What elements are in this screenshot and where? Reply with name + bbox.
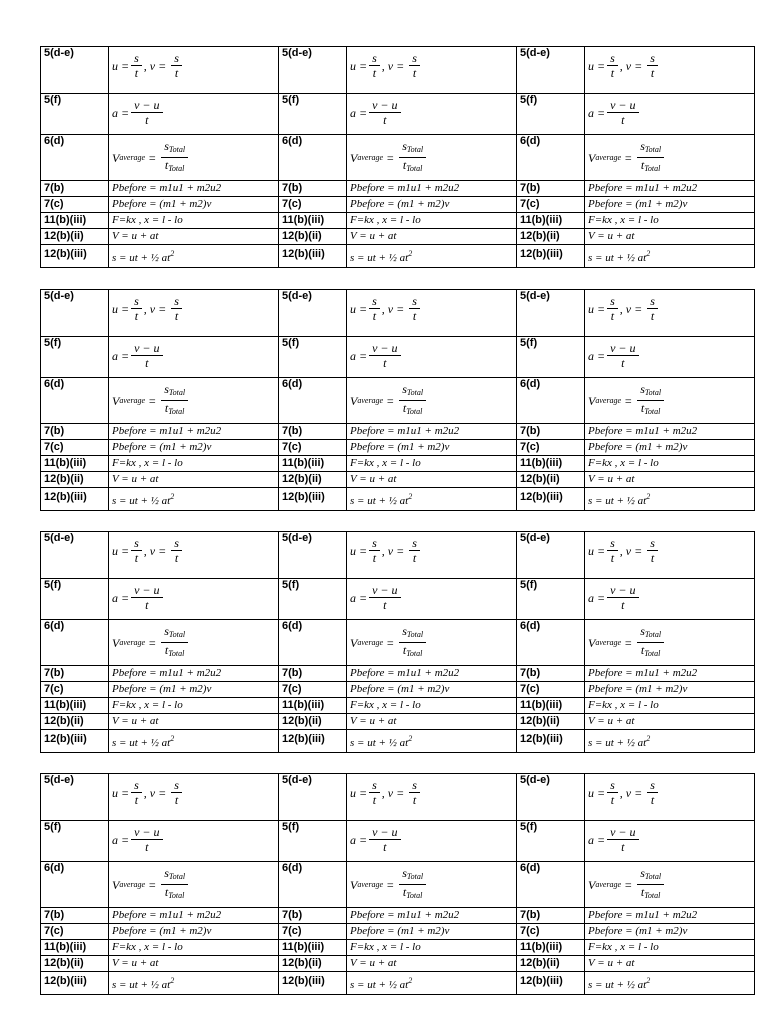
vel-formula: V = u + at: [109, 714, 279, 730]
vel-label: 12(b)(ii): [41, 229, 109, 245]
spring-label: 11(b)(iii): [41, 698, 109, 714]
speed-label: 5(d-e): [517, 532, 585, 579]
vel-label: 12(b)(ii): [41, 956, 109, 972]
mom2-formula: Pbefore = (m1 + m2)v: [585, 197, 755, 213]
speed-formula: u = $\frac{s}{t}$ , v = $\frac{s}{t}$: [347, 290, 517, 337]
mom2-formula: Pbefore = (m1 + m2)v: [585, 440, 755, 456]
mom1-formula: Pbefore = m1u1 + m2u2: [109, 666, 279, 682]
mom1-formula: Pbefore = m1u1 + m2u2: [585, 908, 755, 924]
disp-formula: s = ut + ½ $at^2$: [109, 972, 279, 995]
spring-formula: F=kx , x = l - lo: [109, 698, 279, 714]
row-velocity: [41, 714, 755, 730]
mom2-label: 7(c): [279, 440, 347, 456]
vel-formula: V = u + at: [585, 472, 755, 488]
mom2-label: 7(c): [41, 682, 109, 698]
speed-label: 5(d-e): [41, 774, 109, 821]
mom1-label: 7(b): [517, 908, 585, 924]
disp-label: 12(b)(iii): [517, 488, 585, 511]
disp-label: 12(b)(iii): [41, 488, 109, 511]
row-speed: [41, 47, 755, 94]
accel-formula: a = $\frac{v - u}{t}$: [585, 94, 755, 135]
disp-label: 12(b)(iii): [279, 245, 347, 268]
accel-formula: a = $\frac{v - u}{t}$: [585, 337, 755, 378]
accel-label: 5(f): [279, 337, 347, 378]
vel-label: 12(b)(ii): [279, 229, 347, 245]
vel-label: 12(b)(ii): [41, 472, 109, 488]
row-momentum-combined: [41, 440, 755, 456]
spring-label: 11(b)(iii): [41, 940, 109, 956]
speed-label: 5(d-e): [41, 290, 109, 337]
avg-formula: V average = $\frac{s_{Total}}{t_{Total}}$: [109, 862, 279, 908]
mom2-label: 7(c): [41, 197, 109, 213]
vel-formula: V = u + at: [585, 714, 755, 730]
disp-formula: s = ut + ½ $at^2$: [347, 488, 517, 511]
row-displacement: [41, 488, 755, 511]
disp-label: 12(b)(iii): [41, 245, 109, 268]
avg-formula: V average = $\frac{s_{Total}}{t_{Total}}$: [109, 135, 279, 181]
row-acceleration: [41, 821, 755, 862]
row-momentum-combined: [41, 197, 755, 213]
accel-formula: a = $\frac{v - u}{t}$: [585, 821, 755, 862]
accel-formula: a = $\frac{v - u}{t}$: [109, 337, 279, 378]
mom2-formula: Pbefore = (m1 + m2)v: [347, 682, 517, 698]
avg-label: 6(d): [41, 378, 109, 424]
mom2-label: 7(c): [279, 924, 347, 940]
vel-label: 12(b)(ii): [517, 229, 585, 245]
row-acceleration: [41, 94, 755, 135]
accel-formula: a = $\frac{v - u}{t}$: [109, 821, 279, 862]
accel-formula: a = $\frac{v - u}{t}$: [347, 337, 517, 378]
row-displacement: [41, 730, 755, 753]
avg-formula: V average = $\frac{s_{Total}}{t_{Total}}$: [347, 135, 517, 181]
disp-label: 12(b)(iii): [517, 972, 585, 995]
avg-label: 6(d): [517, 620, 585, 666]
vel-label: 12(b)(ii): [279, 714, 347, 730]
speed-label: 5(d-e): [41, 47, 109, 94]
row-momentum-before: [41, 424, 755, 440]
avg-formula: V average = $\frac{s_{Total}}{t_{Total}}$: [585, 378, 755, 424]
spring-formula: F=kx , x = l - lo: [347, 940, 517, 956]
mom1-formula: Pbefore = m1u1 + m2u2: [585, 181, 755, 197]
mom2-label: 7(c): [517, 440, 585, 456]
row-average-velocity: [41, 378, 755, 424]
disp-label: 12(b)(iii): [517, 730, 585, 753]
accel-label: 5(f): [517, 821, 585, 862]
vel-formula: V = u + at: [585, 229, 755, 245]
mom1-formula: Pbefore = m1u1 + m2u2: [585, 424, 755, 440]
mom1-formula: Pbefore = m1u1 + m2u2: [109, 181, 279, 197]
mom2-label: 7(c): [517, 197, 585, 213]
formula-block-3: [40, 531, 755, 753]
mom2-label: 7(c): [279, 682, 347, 698]
vel-label: 12(b)(ii): [279, 472, 347, 488]
row-average-velocity: [41, 135, 755, 181]
avg-label: 6(d): [517, 378, 585, 424]
spring-label: 11(b)(iii): [279, 940, 347, 956]
mom2-formula: Pbefore = (m1 + m2)v: [109, 682, 279, 698]
avg-label: 6(d): [517, 135, 585, 181]
speed-formula: u = $\frac{s}{t}$ , v = $\frac{s}{t}$: [585, 774, 755, 821]
mom1-label: 7(b): [517, 666, 585, 682]
speed-label: 5(d-e): [279, 532, 347, 579]
speed-label: 5(d-e): [517, 774, 585, 821]
accel-label: 5(f): [41, 94, 109, 135]
avg-label: 6(d): [517, 862, 585, 908]
spring-formula: F=kx , x = l - lo: [585, 456, 755, 472]
mom2-label: 7(c): [517, 682, 585, 698]
mom1-formula: Pbefore = m1u1 + m2u2: [109, 424, 279, 440]
spring-label: 11(b)(iii): [517, 698, 585, 714]
speed-formula: u = $\frac{s}{t}$ , v = $\frac{s}{t}$: [347, 774, 517, 821]
avg-label: 6(d): [279, 620, 347, 666]
avg-label: 6(d): [279, 135, 347, 181]
speed-formula: u = $\frac{s}{t}$ , v = $\frac{s}{t}$: [109, 774, 279, 821]
row-velocity: [41, 229, 755, 245]
accel-formula: a = $\frac{v - u}{t}$: [347, 579, 517, 620]
disp-formula: s = ut + ½ $at^2$: [109, 488, 279, 511]
mom1-label: 7(b): [279, 181, 347, 197]
mom1-label: 7(b): [41, 908, 109, 924]
mom1-label: 7(b): [279, 666, 347, 682]
mom2-formula: Pbefore = (m1 + m2)v: [347, 197, 517, 213]
row-speed: [41, 290, 755, 337]
row-momentum-before: [41, 666, 755, 682]
speed-label: 5(d-e): [279, 47, 347, 94]
accel-label: 5(f): [279, 821, 347, 862]
disp-formula: s = ut + ½ $at^2$: [347, 730, 517, 753]
disp-label: 12(b)(iii): [41, 972, 109, 995]
mom2-formula: Pbefore = (m1 + m2)v: [109, 924, 279, 940]
accel-formula: a = $\frac{v - u}{t}$: [347, 94, 517, 135]
formula-block-1: [40, 46, 755, 268]
speed-formula: u = $\frac{s}{t}$ , v = $\frac{s}{t}$: [585, 47, 755, 94]
row-average-velocity: [41, 862, 755, 908]
row-displacement: [41, 972, 755, 995]
disp-label: 12(b)(iii): [279, 972, 347, 995]
accel-formula: a = $\frac{v - u}{t}$: [109, 94, 279, 135]
accel-label: 5(f): [279, 579, 347, 620]
row-momentum-combined: [41, 682, 755, 698]
spring-formula: F=kx , x = l - lo: [347, 456, 517, 472]
avg-formula: V average = $\frac{s_{Total}}{t_{Total}}$: [585, 620, 755, 666]
mom2-label: 7(c): [41, 924, 109, 940]
spring-label: 11(b)(iii): [279, 698, 347, 714]
mom1-formula: Pbefore = m1u1 + m2u2: [109, 908, 279, 924]
mom2-formula: Pbefore = (m1 + m2)v: [109, 197, 279, 213]
disp-label: 12(b)(iii): [517, 245, 585, 268]
mom2-formula: Pbefore = (m1 + m2)v: [585, 924, 755, 940]
spring-formula: F=kx , x = l - lo: [109, 940, 279, 956]
mom2-formula: Pbefore = (m1 + m2)v: [585, 682, 755, 698]
mom1-label: 7(b): [41, 666, 109, 682]
speed-label: 5(d-e): [41, 532, 109, 579]
speed-formula: u = $\frac{s}{t}$ , v = $\frac{s}{t}$: [109, 532, 279, 579]
disp-formula: s = ut + ½ $at^2$: [585, 245, 755, 268]
vel-formula: V = u + at: [585, 956, 755, 972]
accel-label: 5(f): [517, 94, 585, 135]
disp-formula: s = ut + ½ $at^2$: [109, 245, 279, 268]
row-acceleration: [41, 337, 755, 378]
row-spring: [41, 698, 755, 714]
vel-label: 12(b)(ii): [517, 714, 585, 730]
disp-formula: s = ut + ½ $at^2$: [585, 972, 755, 995]
accel-label: 5(f): [41, 821, 109, 862]
accel-label: 5(f): [517, 337, 585, 378]
accel-formula: a = $\frac{v - u}{t}$: [109, 579, 279, 620]
spring-formula: F=kx , x = l - lo: [585, 698, 755, 714]
spring-formula: F=kx , x = l - lo: [347, 698, 517, 714]
vel-label: 12(b)(ii): [41, 714, 109, 730]
avg-formula: V average = $\frac{s_{Total}}{t_{Total}}$: [109, 620, 279, 666]
avg-formula: V average = $\frac{s_{Total}}{t_{Total}}$: [347, 378, 517, 424]
spring-formula: F=kx , x = l - lo: [109, 213, 279, 229]
row-acceleration: [41, 579, 755, 620]
speed-formula: u = $\frac{s}{t}$ , v = $\frac{s}{t}$: [109, 290, 279, 337]
avg-formula: V average = $\frac{s_{Total}}{t_{Total}}$: [347, 862, 517, 908]
accel-formula: a = $\frac{v - u}{t}$: [585, 579, 755, 620]
disp-formula: s = ut + ½ $at^2$: [347, 972, 517, 995]
spring-label: 11(b)(iii): [41, 213, 109, 229]
vel-formula: V = u + at: [109, 472, 279, 488]
mom1-formula: Pbefore = m1u1 + m2u2: [347, 181, 517, 197]
mom1-label: 7(b): [517, 181, 585, 197]
row-velocity: [41, 472, 755, 488]
vel-formula: V = u + at: [347, 956, 517, 972]
speed-formula: u = $\frac{s}{t}$ , v = $\frac{s}{t}$: [585, 290, 755, 337]
speed-formula: u = $\frac{s}{t}$ , v = $\frac{s}{t}$: [109, 47, 279, 94]
mom1-label: 7(b): [41, 181, 109, 197]
disp-formula: s = ut + ½ $at^2$: [585, 488, 755, 511]
row-momentum-combined: [41, 924, 755, 940]
spring-formula: F=kx , x = l - lo: [585, 213, 755, 229]
row-momentum-before: [41, 908, 755, 924]
row-speed: [41, 774, 755, 821]
vel-formula: V = u + at: [347, 472, 517, 488]
row-spring: [41, 456, 755, 472]
disp-label: 12(b)(iii): [279, 488, 347, 511]
speed-label: 5(d-e): [517, 290, 585, 337]
vel-formula: V = u + at: [347, 229, 517, 245]
row-spring: [41, 213, 755, 229]
avg-formula: V average = $\frac{s_{Total}}{t_{Total}}$: [585, 862, 755, 908]
speed-label: 5(d-e): [279, 774, 347, 821]
mom1-formula: Pbefore = m1u1 + m2u2: [347, 666, 517, 682]
spring-label: 11(b)(iii): [517, 940, 585, 956]
vel-label: 12(b)(ii): [517, 956, 585, 972]
vel-formula: V = u + at: [109, 956, 279, 972]
spring-label: 11(b)(iii): [41, 456, 109, 472]
accel-label: 5(f): [517, 579, 585, 620]
spring-label: 11(b)(iii): [279, 213, 347, 229]
row-momentum-before: [41, 181, 755, 197]
mom2-label: 7(c): [41, 440, 109, 456]
accel-label: 5(f): [41, 337, 109, 378]
vel-label: 12(b)(ii): [279, 956, 347, 972]
mom1-label: 7(b): [279, 424, 347, 440]
formula-block-2: [40, 289, 755, 511]
disp-label: 12(b)(iii): [279, 730, 347, 753]
row-velocity: [41, 956, 755, 972]
mom1-formula: Pbefore = m1u1 + m2u2: [585, 666, 755, 682]
accel-label: 5(f): [41, 579, 109, 620]
disp-formula: s = ut + ½ $at^2$: [347, 245, 517, 268]
avg-label: 6(d): [279, 862, 347, 908]
row-average-velocity: [41, 620, 755, 666]
speed-label: 5(d-e): [279, 290, 347, 337]
accel-formula: a = $\frac{v - u}{t}$: [347, 821, 517, 862]
spring-formula: F=kx , x = l - lo: [347, 213, 517, 229]
accel-label: 5(f): [279, 94, 347, 135]
speed-formula: u = $\frac{s}{t}$ , v = $\frac{s}{t}$: [347, 47, 517, 94]
spring-label: 11(b)(iii): [279, 456, 347, 472]
speed-formula: u = $\frac{s}{t}$ , v = $\frac{s}{t}$: [347, 532, 517, 579]
formula-block-4: [40, 773, 755, 995]
row-speed: [41, 532, 755, 579]
avg-label: 6(d): [41, 620, 109, 666]
row-displacement: [41, 245, 755, 268]
mom2-formula: Pbefore = (m1 + m2)v: [109, 440, 279, 456]
speed-label: 5(d-e): [517, 47, 585, 94]
avg-formula: V average = $\frac{s_{Total}}{t_{Total}}$: [109, 378, 279, 424]
disp-label: 12(b)(iii): [41, 730, 109, 753]
spring-formula: F=kx , x = l - lo: [585, 940, 755, 956]
mom1-label: 7(b): [41, 424, 109, 440]
avg-label: 6(d): [279, 378, 347, 424]
avg-formula: V average = $\frac{s_{Total}}{t_{Total}}$: [585, 135, 755, 181]
mom2-label: 7(c): [517, 924, 585, 940]
speed-formula: u = $\frac{s}{t}$ , v = $\frac{s}{t}$: [585, 532, 755, 579]
avg-label: 6(d): [41, 135, 109, 181]
disp-formula: s = ut + ½ $at^2$: [585, 730, 755, 753]
spring-label: 11(b)(iii): [517, 213, 585, 229]
mom1-formula: Pbefore = m1u1 + m2u2: [347, 424, 517, 440]
row-spring: [41, 940, 755, 956]
mom2-formula: Pbefore = (m1 + m2)v: [347, 924, 517, 940]
vel-formula: V = u + at: [109, 229, 279, 245]
mom2-label: 7(c): [279, 197, 347, 213]
avg-label: 6(d): [41, 862, 109, 908]
vel-label: 12(b)(ii): [517, 472, 585, 488]
mom1-formula: Pbefore = m1u1 + m2u2: [347, 908, 517, 924]
mom1-label: 7(b): [517, 424, 585, 440]
mom1-label: 7(b): [279, 908, 347, 924]
spring-label: 11(b)(iii): [517, 456, 585, 472]
vel-formula: V = u + at: [347, 714, 517, 730]
spring-formula: F=kx , x = l - lo: [109, 456, 279, 472]
avg-formula: V average = $\frac{s_{Total}}{t_{Total}}$: [347, 620, 517, 666]
mom2-formula: Pbefore = (m1 + m2)v: [347, 440, 517, 456]
disp-formula: s = ut + ½ $at^2$: [109, 730, 279, 753]
